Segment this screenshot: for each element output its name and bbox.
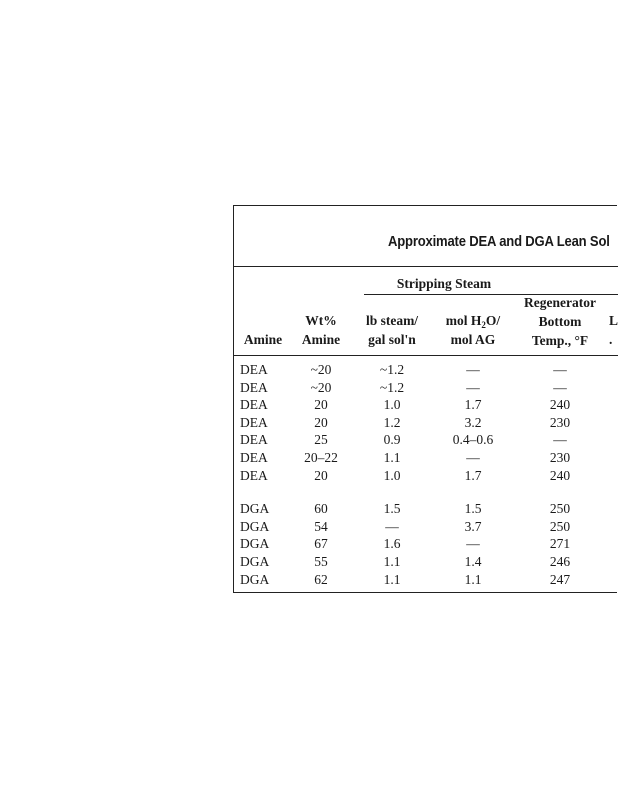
table-title: Approximate DEA and DGA Lean Sol [388,234,610,250]
cell-wt: 60 [314,501,328,517]
lb-header-line1: lb steam/ [365,313,419,328]
cell-amine: DEA [240,362,268,377]
cell-wt: 55 [314,554,328,569]
cell-lb: ~1.2 [379,379,405,395]
amine-header-text: Amine [243,332,283,347]
wt-percent-column-header [296,311,346,349]
cell-wt: 20 [314,397,328,413]
cell-mol: 3.7 [464,518,482,534]
cell-amine: DEA [240,450,268,465]
cell-amine: DGA [240,571,270,587]
cell-amine: DEA [240,414,268,430]
cell-mol: 1.5 [464,501,482,517]
stripping-steam-header: Stripping Steam [396,276,492,291]
cell-lb: ~1.2 [379,362,405,377]
cell-wt: 67 [314,536,328,552]
cell-mol: — [466,536,480,552]
cell-mol: — [466,362,480,377]
regenerator-temp-column-header [514,293,606,350]
cell-temp: 271 [549,536,571,552]
mol-header-line1: mol $H_2O/$ [445,313,501,330]
cell-mol: 0.4–0.6 [452,432,494,448]
cell-temp: — [553,379,567,395]
cell-amine: DEA [240,379,268,395]
cell-amine: DEA [240,432,268,448]
cell-wt: 62 [314,571,328,587]
wt-header-line2: Amine [301,332,341,347]
title-rule [234,266,618,267]
cell-wt: 25 [314,432,328,448]
cell-lb: 1.0 [383,467,401,483]
cell-lb: 1.1 [383,554,401,569]
mol-water-column-header [432,311,514,349]
amine-column-header [240,330,286,349]
cell-lb: 1.2 [383,414,401,430]
cell-mol: 1.7 [464,467,482,483]
cell-wt: 20 [314,414,328,430]
lb-header-line2: gal sol'n [368,332,416,347]
cell-amine: DGA [240,536,270,552]
cell-temp: 240 [549,397,571,413]
cut-header-line1: L [609,313,619,328]
cell-temp: 247 [549,571,571,587]
cell-wt: ~20 [310,362,332,377]
lb-steam-column-header [360,311,424,349]
cell-temp: 230 [549,450,571,465]
mol-header-line2: mol AG [450,332,496,347]
reg-header-line1: Regenerator [524,295,596,310]
cell-temp: 246 [549,554,571,569]
cell-temp: 230 [549,414,571,430]
cell-mol: 1.7 [464,397,482,413]
header-rule [234,355,618,356]
cell-mol: 1.4 [464,554,482,569]
cell-amine: DEA [240,397,268,413]
wt-header-line1: Wt% [305,313,337,328]
cell-lb: 1.1 [383,450,401,465]
cell-mol: — [466,379,480,395]
truncated-column-header [609,311,629,349]
reg-header-line2: Bottom [538,314,582,329]
cell-temp: — [553,362,567,377]
reg-header-line3: Temp., °F [531,333,589,348]
cell-mol: — [466,450,480,465]
cell-temp: 250 [549,518,571,534]
cell-temp: — [553,432,567,448]
cell-wt: 20 [314,467,328,483]
cell-lb: 1.6 [383,536,401,552]
cell-lb: 1.5 [383,501,401,517]
cell-mol: 3.2 [464,414,482,430]
cut-header-line2: . [609,332,613,347]
lean-solution-table [233,205,617,593]
cell-amine: DGA [240,518,270,534]
cell-wt: ~20 [310,379,332,395]
cell-lb: 1.0 [383,397,401,413]
cell-amine: DEA [240,467,268,483]
cell-wt: 54 [314,518,328,534]
cell-mol: 1.1 [464,571,482,587]
cell-lb: 1.1 [383,571,401,587]
cell-amine: DGA [240,554,270,569]
cell-wt: 20–22 [304,450,338,465]
cell-temp: 240 [549,467,571,483]
cell-lb: — [385,518,399,534]
cell-temp: 250 [549,501,571,517]
cell-amine: DGA [240,501,270,517]
cell-lb: 0.9 [383,432,401,448]
